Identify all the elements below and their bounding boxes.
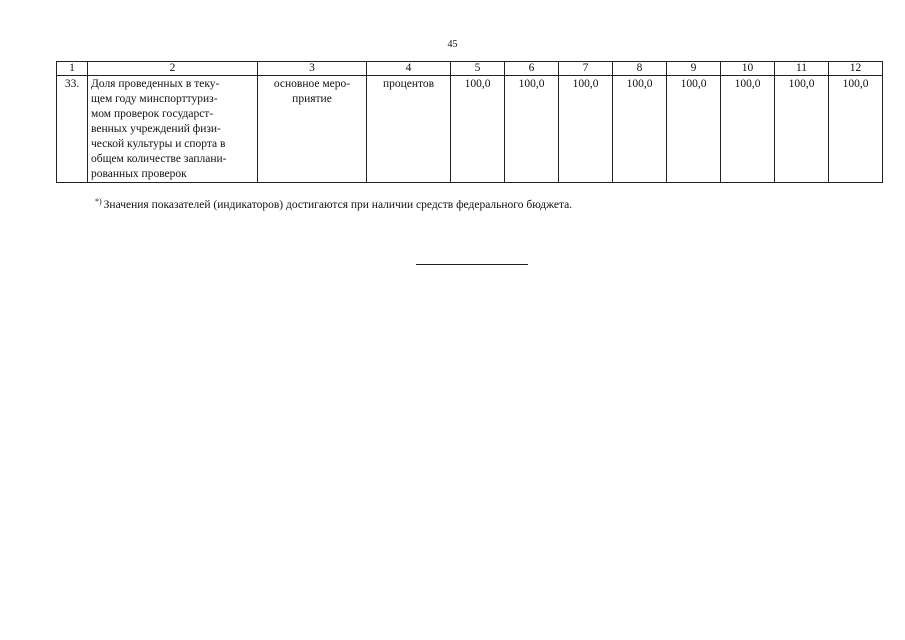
column-header: 12 (829, 62, 883, 76)
column-header: 8 (613, 62, 667, 76)
footnote (95, 197, 572, 211)
column-header: 3 (258, 62, 367, 76)
column-header: 4 (367, 62, 451, 76)
column-header: 11 (775, 62, 829, 76)
indicators-table (56, 61, 883, 183)
column-header: 6 (505, 62, 559, 76)
table-header-row (57, 62, 883, 76)
end-of-section-rule (416, 264, 528, 265)
unit-of-measure: процентов (367, 76, 451, 183)
indicator-name-line: венных учреждений физи- (91, 123, 221, 135)
indicator-type (258, 76, 367, 183)
value-cell: 100,0 (613, 76, 667, 183)
value-cell: 100,0 (721, 76, 775, 183)
column-header: 2 (88, 62, 258, 76)
indicator-name-line: мом проверок государст- (91, 108, 214, 120)
indicator-name-line: ческой культуры и спорта в (91, 138, 226, 150)
indicator-name-line: Доля проведенных в теку- (91, 78, 220, 90)
indicator-name-line: рованных проверок (91, 168, 187, 180)
footnote-mark: *) (95, 197, 102, 206)
page-number: 45 (447, 39, 458, 50)
value-cell: 100,0 (775, 76, 829, 183)
row-number: 33. (57, 76, 88, 183)
column-header: 10 (721, 62, 775, 76)
value-cell: 100,0 (667, 76, 721, 183)
value-cell: 100,0 (559, 76, 613, 183)
footnote-text: Значения показателей (индикаторов) достигаются при наличии средств федерального бюджета. (103, 199, 573, 211)
column-header: 7 (559, 62, 613, 76)
column-header: 9 (667, 62, 721, 76)
column-header: 1 (57, 62, 88, 76)
indicator-name-line: щем году минспорттуриз- (91, 93, 218, 105)
table-row (57, 76, 883, 183)
indicator-type-line: приятие (292, 93, 332, 105)
column-header: 5 (451, 62, 505, 76)
value-cell: 100,0 (451, 76, 505, 183)
indicator-name (88, 76, 258, 183)
indicator-type-line: основное меро- (273, 78, 351, 90)
indicator-name-line: общем количестве заплани- (91, 153, 227, 165)
value-cell: 100,0 (829, 76, 883, 183)
value-cell: 100,0 (505, 76, 559, 183)
